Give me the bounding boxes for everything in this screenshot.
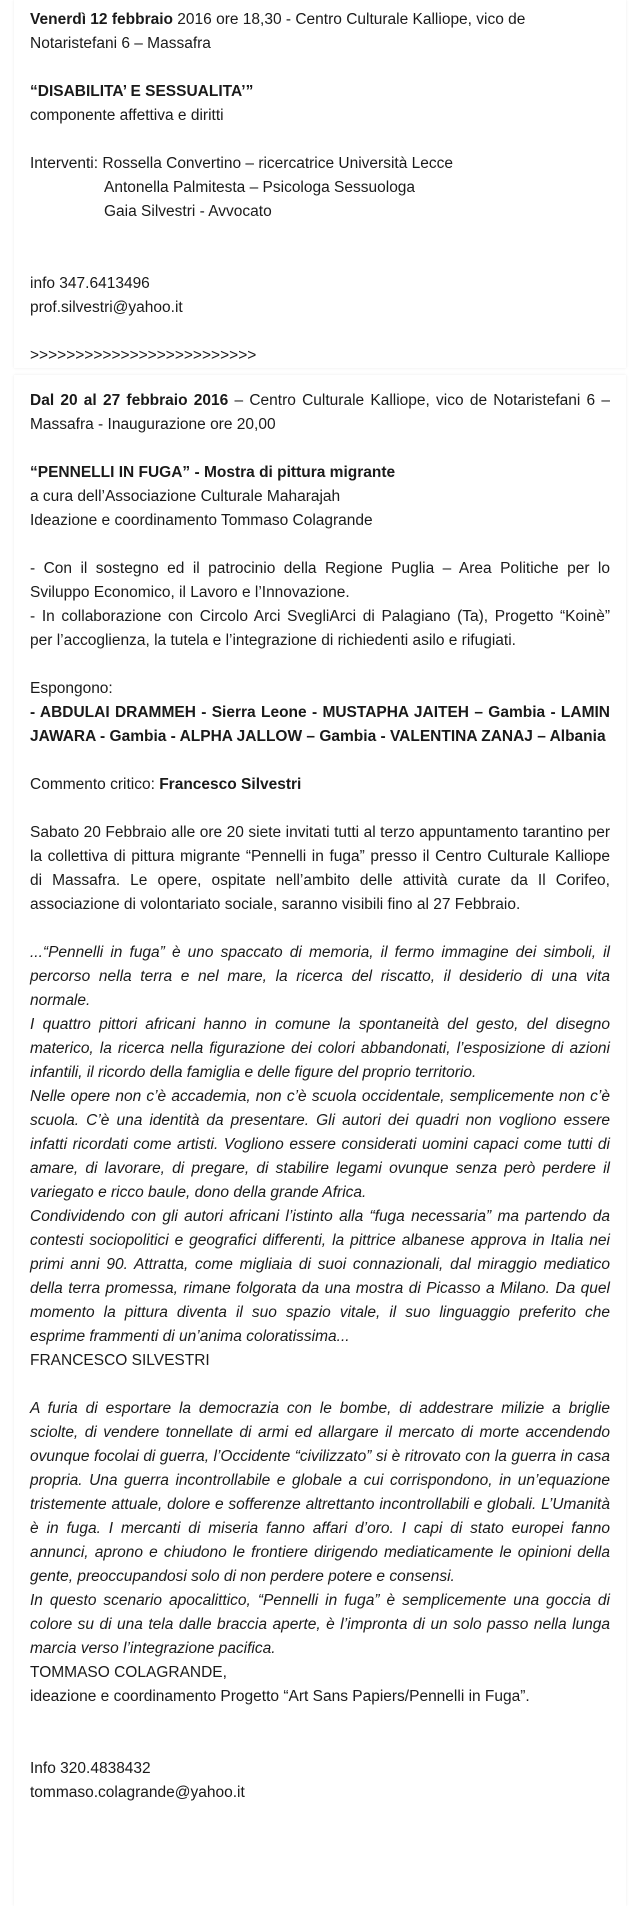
event-2-support-2: - In collaborazione con Circolo Arci SvegliArci di Palagiano (Ta), Progetto “Koinè” per l’accoglienza, la tutela e l’integrazione di richiedenti asilo e rifugiati.: [30, 608, 610, 649]
speakers-label: Interventi:: [30, 155, 103, 172]
event-1-title: “DISABILITA’ E SESSUALITA’”: [30, 83, 254, 100]
statement-paragraph-1: A furia di esportare la democrazia con le bombe, di addestrare milizie a briglie sciolte, di vendere tonnellate di armi ed allargare il mercato di morte accendendo ovunque focolai di guerra, l’Occidente “civilizzato” si è ritrovato con la guerra in casa propria. Una guerra incontrollabile e globale a cui corrispondono, in un’equazione tristemente attuale, dolore e sofferenze altrettanto incontrollabili e globali. L’Umanità è in fuga. I mercanti di miseria fanno affari d’oro. I capi di stato europei fanno annunci, aprono e chiudono le frontiere dirigendo mediaticamente le opinioni della gente, preoccupandosi solo di non perdere potere e consensi.: [30, 1400, 610, 1585]
critique-signature: FRANCESCO SILVESTRI: [30, 1352, 210, 1369]
statement-role: ideazione e coordinamento Progetto “Art Sans Papiers/Pennelli in Fuga”.: [30, 1688, 530, 1705]
exhibitors-label: Espongono:: [30, 680, 113, 697]
exhibitors-list: - ABDULAI DRAMMEH - Sierra Leone - MUSTAPHA JAITEH – Gambia - LAMIN JAWARA - Gambia - ALPHA JALLOW – Gambia - VALENTINA ZANAJ – Albania: [30, 704, 610, 745]
critic-label: Commento critico:: [30, 776, 160, 793]
event-1-info-phone: info 347.6413496: [30, 275, 150, 292]
event-1-speaker-2: Antonella Palmitesta – Psicologa Sessuologa: [104, 179, 416, 196]
critique-paragraph-4: Condividendo con gli autori africani l’istinto alla “fuga necessaria” ma partendo da contesti sociopolitici e geografici differenti, la pittrice albanese approva in Italia nei primi anni 90. Attratta, come migliaia di suoi connazionali, dal miraggio mediatico della terra promessa, rimane folgorata da una mostra di Picasso a Milano. Da quel momento la pittura diventa il suo spazio vitale, il suo linguaggio preferito che esprime frammenti di un’anima coloratissima...: [30, 1208, 610, 1345]
event-1-section: [14, 0, 626, 368]
event-2-info-phone: Info 320.4838432: [30, 1760, 151, 1777]
critique-paragraph-3: Nelle opere non c’è accademia, non c’è scuola occidentale, semplicemente non c’è scuola. C’è una identità da presentare. Gli autori dei quadri non vogliono essere infatti ricordati come artisti. Vogliono essere considerati uomini capaci come tutti di amare, di lavorare, di pregare, di stabilire legami ovunque senza però perdere il variegato e ricco baule, dono della grande Africa.: [30, 1088, 610, 1201]
separator: >>>>>>>>>>>>>>>>>>>>>>>>>: [30, 347, 257, 364]
event-2-curated-by: a cura dell’Associazione Culturale Maharajah: [30, 488, 341, 505]
event-2-section: [14, 375, 626, 1906]
event-2-support-1: - Con il sostegno ed il patrocinio della Regione Puglia – Area Politiche per lo Sviluppo Economico, il Lavoro e l’Innovazione.: [30, 560, 610, 601]
event-1-speaker-3: Gaia Silvestri - Avvocato: [104, 203, 272, 220]
critique-paragraph-1: ...“Pennelli in fuga” è uno spaccato di memoria, il fermo immagine dei simboli, il percorso nella terra e nel mare, la ricerca del riscatto, il desiderio di una vita normale.: [30, 944, 610, 1009]
critic-line: [30, 773, 610, 797]
statement-signature: TOMMASO COLAGRANDE,: [30, 1664, 227, 1681]
event-1-date-bold: Venerdì 12 febbraio: [30, 11, 173, 28]
event-2-ideation: Ideazione e coordinamento Tommaso Colagrande: [30, 512, 373, 529]
event-1-info-email[interactable]: prof.silvestri@yahoo.it: [30, 299, 183, 316]
event-2-date-bold: Dal 20 al 27 febbraio 2016: [30, 392, 229, 409]
event-1-speaker-1: [30, 152, 610, 176]
event-2-intro: Sabato 20 Febbraio alle ore 20 siete invitati tutti al terzo appuntamento tarantino per la collettiva di pittura migrante “Pennelli in fuga” presso il Centro Culturale Kalliope di Massafra. Le opere, ospitate nell’ambito delle attività curate da Il Corifeo, associazione di volontariato sociale, saranno visibili fino al 27 Febbraio.: [30, 824, 610, 913]
event-2-title: “PENNELLI IN FUGA” - Mostra di pittura migrante: [30, 464, 396, 481]
event-1-subtitle: componente affettiva e diritti: [30, 107, 224, 124]
event-2-date-rest: – Centro Culturale Kalliope, vico de Notaristefani 6 – Massafra - Inaugurazione ore 20,00: [30, 392, 610, 433]
critique-paragraph-2: I quattro pittori africani hanno in comune la spontaneità del gesto, del disegno materico, la ricerca nella figurazione dei colori abbandonati, l’esposizione di azioni infantili, il ricordo della famiglia e delle figure del proprio territorio.: [30, 1016, 610, 1081]
speaker-name: Rossella Convertino – ricercatrice Università Lecce: [102, 155, 453, 172]
event-2-date: [30, 389, 610, 437]
event-1-date: [30, 8, 610, 56]
event-1-date-rest: 2016 ore 18,30 - Centro Culturale Kalliope, vico de Notaristefani 6 – Massafra: [30, 11, 526, 52]
critic-name: Francesco Silvestri: [159, 776, 302, 793]
statement-paragraph-2: In questo scenario apocalittico, “Pennelli in fuga” è semplicemente una goccia di colore su di una tela dalle braccia aperte, è l’impronta di un solo passo nella lunga marcia verso l’integrazione pacifica.: [30, 1592, 610, 1657]
event-2-info-email[interactable]: tommaso.colagrande@yahoo.it: [30, 1784, 245, 1801]
